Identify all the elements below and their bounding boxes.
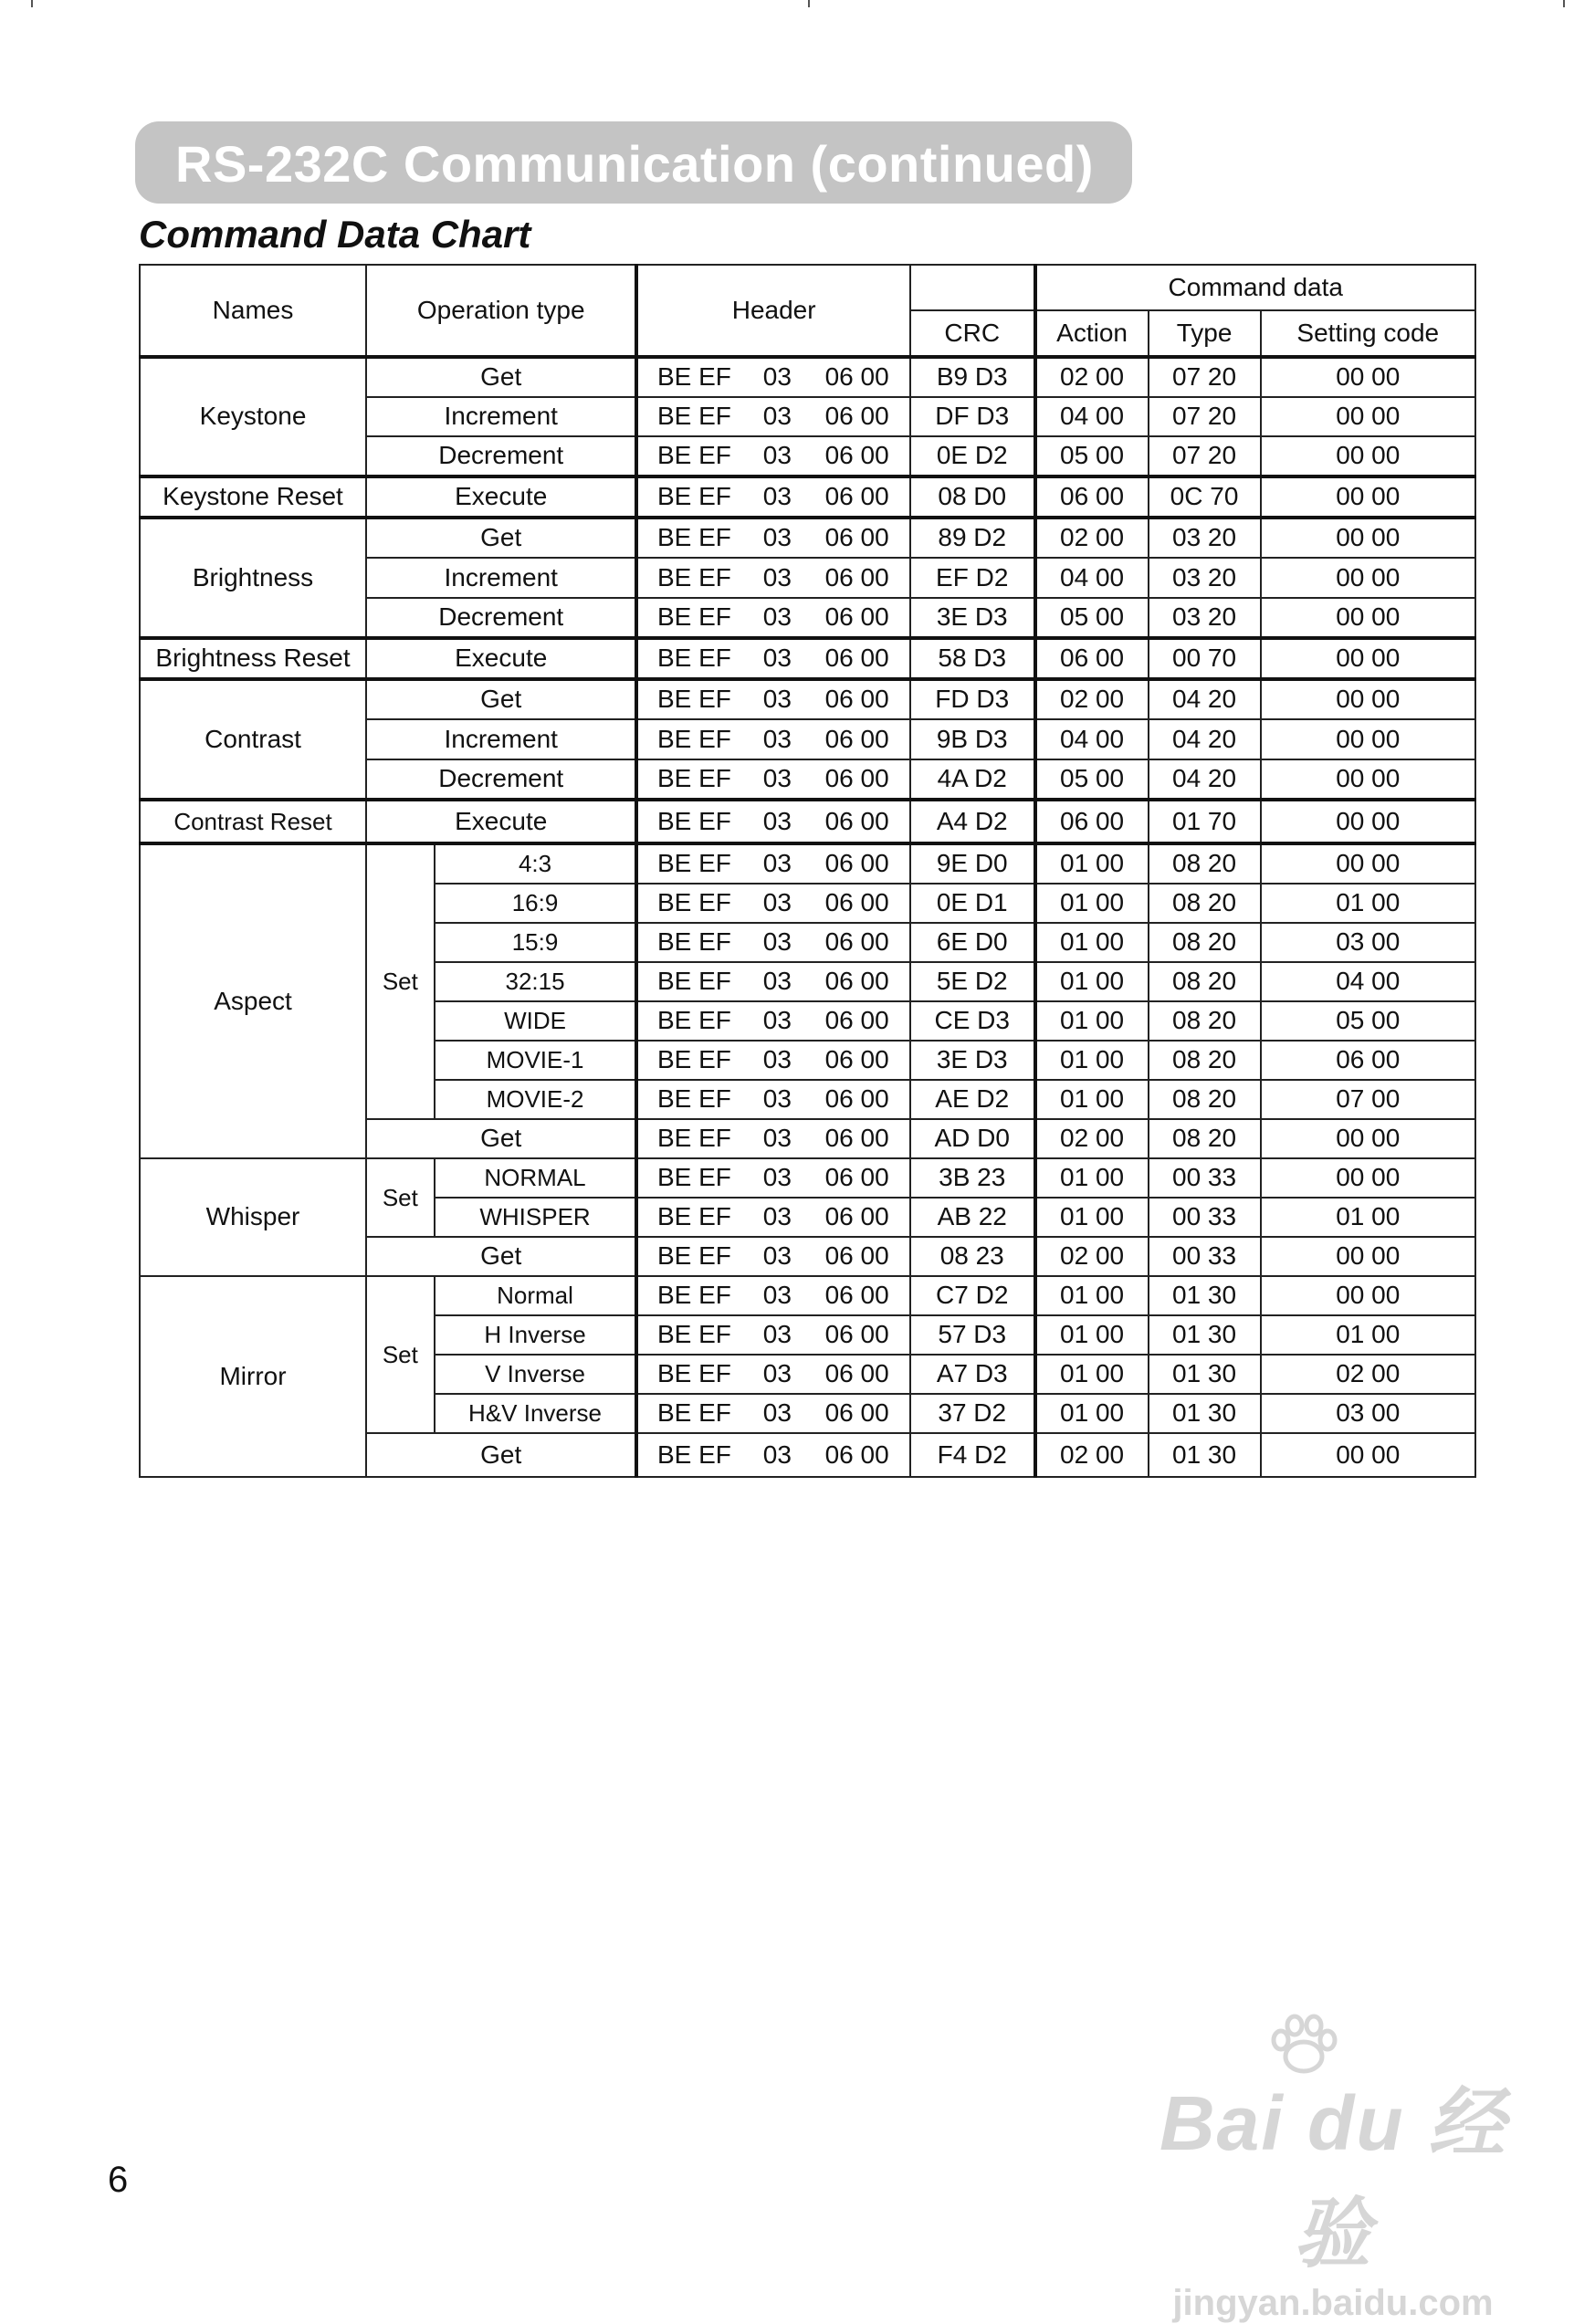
action-value: 05 00 bbox=[1035, 598, 1149, 638]
operation-set: Set bbox=[366, 1158, 435, 1237]
header-byte-3: 06 00 bbox=[804, 1158, 910, 1198]
type-value: 01 30 bbox=[1149, 1433, 1261, 1477]
operation-type: Execute bbox=[366, 638, 636, 679]
header-byte-3: 06 00 bbox=[804, 1355, 910, 1394]
action-value: 01 00 bbox=[1035, 1394, 1149, 1433]
operation-option: V Inverse bbox=[435, 1355, 637, 1394]
action-value: 02 00 bbox=[1035, 1433, 1149, 1477]
action-value: 04 00 bbox=[1035, 719, 1149, 759]
operation-option: H Inverse bbox=[435, 1315, 637, 1355]
crc-value: 9B D3 bbox=[910, 719, 1035, 759]
action-value: 02 00 bbox=[1035, 1119, 1149, 1158]
header-byte-1: BE EF bbox=[636, 884, 750, 923]
operation-set: Set bbox=[366, 843, 435, 1119]
header-byte-3: 06 00 bbox=[804, 1237, 910, 1276]
header-byte-3: 06 00 bbox=[804, 436, 910, 476]
header-byte-1: BE EF bbox=[636, 558, 750, 598]
type-value: 01 30 bbox=[1149, 1276, 1261, 1315]
crc-value: AD D0 bbox=[910, 1119, 1035, 1158]
action-value: 01 00 bbox=[1035, 923, 1149, 962]
operation-type: Increment bbox=[366, 558, 636, 598]
action-value: 04 00 bbox=[1035, 558, 1149, 598]
crc-value: DF D3 bbox=[910, 397, 1035, 436]
header-byte-2: 03 bbox=[750, 962, 804, 1001]
col-header-header: Header bbox=[636, 265, 910, 357]
operation-type: Execute bbox=[366, 800, 636, 843]
page-title: RS-232C Communication (continued) bbox=[175, 135, 1094, 193]
header-byte-2: 03 bbox=[750, 1276, 804, 1315]
header-byte-1: BE EF bbox=[636, 638, 750, 679]
action-value: 06 00 bbox=[1035, 638, 1149, 679]
type-value: 01 30 bbox=[1149, 1355, 1261, 1394]
action-value: 05 00 bbox=[1035, 436, 1149, 476]
header-byte-2: 03 bbox=[750, 397, 804, 436]
type-value: 07 20 bbox=[1149, 436, 1261, 476]
type-value: 04 20 bbox=[1149, 719, 1261, 759]
header-byte-1: BE EF bbox=[636, 1237, 750, 1276]
setting-code-value: 03 00 bbox=[1261, 923, 1475, 962]
setting-code-value: 04 00 bbox=[1261, 962, 1475, 1001]
header-byte-2: 03 bbox=[750, 1394, 804, 1433]
header-byte-3: 06 00 bbox=[804, 800, 910, 843]
header-byte-1: BE EF bbox=[636, 1001, 750, 1041]
operation-option: MOVIE-1 bbox=[435, 1041, 637, 1080]
header-byte-2: 03 bbox=[750, 719, 804, 759]
crc-value: 4A D2 bbox=[910, 759, 1035, 800]
crc-value: B9 D3 bbox=[910, 357, 1035, 397]
type-value: 08 20 bbox=[1149, 884, 1261, 923]
header-byte-1: BE EF bbox=[636, 923, 750, 962]
header-byte-3: 06 00 bbox=[804, 923, 910, 962]
type-value: 08 20 bbox=[1149, 843, 1261, 884]
type-value: 04 20 bbox=[1149, 679, 1261, 719]
table-row bbox=[140, 843, 1475, 884]
type-value: 00 33 bbox=[1149, 1198, 1261, 1237]
header-byte-2: 03 bbox=[750, 357, 804, 397]
col-header-names: Names bbox=[140, 265, 366, 357]
operation-type: Get bbox=[366, 1237, 636, 1276]
watermark-logo: Bai du 经验 bbox=[1159, 2080, 1506, 2277]
header-byte-1: BE EF bbox=[636, 357, 750, 397]
crc-value: 6E D0 bbox=[910, 923, 1035, 962]
action-value: 01 00 bbox=[1035, 1355, 1149, 1394]
header-byte-1: BE EF bbox=[636, 759, 750, 800]
crc-value: 37 D2 bbox=[910, 1394, 1035, 1433]
operation-option: 16:9 bbox=[435, 884, 637, 923]
setting-code-value: 00 00 bbox=[1261, 800, 1475, 843]
table-row bbox=[140, 800, 1475, 843]
crc-value: 5E D2 bbox=[910, 962, 1035, 1001]
action-value: 06 00 bbox=[1035, 476, 1149, 518]
crop-mark bbox=[1563, 0, 1565, 7]
type-value: 01 30 bbox=[1149, 1315, 1261, 1355]
setting-code-value: 00 00 bbox=[1261, 759, 1475, 800]
operation-set: Set bbox=[366, 1276, 435, 1433]
header-byte-2: 03 bbox=[750, 1355, 804, 1394]
operation-type: Execute bbox=[366, 476, 636, 518]
header-byte-3: 06 00 bbox=[804, 1433, 910, 1477]
header-byte-3: 06 00 bbox=[804, 518, 910, 558]
row-name: Mirror bbox=[140, 1276, 366, 1477]
setting-code-value: 00 00 bbox=[1261, 638, 1475, 679]
header-byte-1: BE EF bbox=[636, 1394, 750, 1433]
col-header-action: Action bbox=[1035, 310, 1149, 357]
type-value: 03 20 bbox=[1149, 558, 1261, 598]
operation-option: 32:15 bbox=[435, 962, 637, 1001]
header-byte-2: 03 bbox=[750, 1237, 804, 1276]
operation-option: 4:3 bbox=[435, 843, 637, 884]
header-byte-3: 06 00 bbox=[804, 558, 910, 598]
header-byte-2: 03 bbox=[750, 800, 804, 843]
setting-code-value: 00 00 bbox=[1261, 476, 1475, 518]
type-value: 00 33 bbox=[1149, 1158, 1261, 1198]
crc-value: EF D2 bbox=[910, 558, 1035, 598]
operation-option: 15:9 bbox=[435, 923, 637, 962]
type-value: 07 20 bbox=[1149, 357, 1261, 397]
header-byte-1: BE EF bbox=[636, 800, 750, 843]
header-byte-3: 06 00 bbox=[804, 1276, 910, 1315]
crc-value: 0E D2 bbox=[910, 436, 1035, 476]
action-value: 01 00 bbox=[1035, 1158, 1149, 1198]
header-byte-2: 03 bbox=[750, 1158, 804, 1198]
action-value: 01 00 bbox=[1035, 1276, 1149, 1315]
table-row bbox=[140, 638, 1475, 679]
table-row bbox=[140, 679, 1475, 719]
header-byte-2: 03 bbox=[750, 1315, 804, 1355]
crc-value: 58 D3 bbox=[910, 638, 1035, 679]
header-byte-3: 06 00 bbox=[804, 679, 910, 719]
type-value: 0C 70 bbox=[1149, 476, 1261, 518]
table-row bbox=[140, 476, 1475, 518]
row-name: Contrast Reset bbox=[140, 800, 366, 843]
row-name: Keystone bbox=[140, 357, 366, 476]
header-byte-2: 03 bbox=[750, 518, 804, 558]
operation-type: Decrement bbox=[366, 436, 636, 476]
header-byte-3: 06 00 bbox=[804, 476, 910, 518]
header-byte-1: BE EF bbox=[636, 1276, 750, 1315]
crc-value: 0E D1 bbox=[910, 884, 1035, 923]
setting-code-value: 00 00 bbox=[1261, 397, 1475, 436]
header-byte-2: 03 bbox=[750, 884, 804, 923]
crc-header-spacer bbox=[910, 265, 1035, 310]
page-number: 6 bbox=[108, 2160, 129, 2200]
header-byte-3: 06 00 bbox=[804, 357, 910, 397]
operation-type: Get bbox=[366, 518, 636, 558]
crc-value: 3E D3 bbox=[910, 1041, 1035, 1080]
header-byte-3: 06 00 bbox=[804, 1394, 910, 1433]
baidu-watermark bbox=[1146, 2022, 1520, 2323]
type-value: 08 20 bbox=[1149, 1080, 1261, 1119]
header-byte-1: BE EF bbox=[636, 1158, 750, 1198]
action-value: 01 00 bbox=[1035, 1198, 1149, 1237]
header-byte-1: BE EF bbox=[636, 679, 750, 719]
action-value: 01 00 bbox=[1035, 843, 1149, 884]
crc-value: A7 D3 bbox=[910, 1355, 1035, 1394]
operation-option: H&V Inverse bbox=[435, 1394, 637, 1433]
setting-code-value: 03 00 bbox=[1261, 1394, 1475, 1433]
setting-code-value: 00 00 bbox=[1261, 518, 1475, 558]
crop-mark bbox=[808, 0, 810, 7]
type-value: 08 20 bbox=[1149, 1041, 1261, 1080]
table-row bbox=[140, 518, 1475, 558]
setting-code-value: 00 00 bbox=[1261, 598, 1475, 638]
header-byte-3: 06 00 bbox=[804, 1315, 910, 1355]
table-row bbox=[140, 1158, 1475, 1198]
header-byte-1: BE EF bbox=[636, 1041, 750, 1080]
col-header-type: Type bbox=[1149, 310, 1261, 357]
header-byte-3: 06 00 bbox=[804, 1080, 910, 1119]
operation-type: Get bbox=[366, 679, 636, 719]
crc-value: AB 22 bbox=[910, 1198, 1035, 1237]
header-byte-2: 03 bbox=[750, 1080, 804, 1119]
header-byte-1: BE EF bbox=[636, 1080, 750, 1119]
col-header-setting-code: Setting code bbox=[1261, 310, 1475, 357]
crc-value: 08 23 bbox=[910, 1237, 1035, 1276]
setting-code-value: 06 00 bbox=[1261, 1041, 1475, 1080]
type-value: 01 70 bbox=[1149, 800, 1261, 843]
header-byte-2: 03 bbox=[750, 598, 804, 638]
header-byte-1: BE EF bbox=[636, 962, 750, 1001]
setting-code-value: 00 00 bbox=[1261, 357, 1475, 397]
setting-code-value: 00 00 bbox=[1261, 436, 1475, 476]
crc-value: 89 D2 bbox=[910, 518, 1035, 558]
crc-value: 57 D3 bbox=[910, 1315, 1035, 1355]
header-byte-1: BE EF bbox=[636, 518, 750, 558]
row-name: Brightness Reset bbox=[140, 638, 366, 679]
row-name: Whisper bbox=[140, 1158, 366, 1276]
header-byte-3: 06 00 bbox=[804, 598, 910, 638]
setting-code-value: 00 00 bbox=[1261, 1119, 1475, 1158]
action-value: 01 00 bbox=[1035, 884, 1149, 923]
crc-value: F4 D2 bbox=[910, 1433, 1035, 1477]
header-byte-3: 06 00 bbox=[804, 962, 910, 1001]
row-name: Aspect bbox=[140, 843, 366, 1158]
setting-code-value: 00 00 bbox=[1261, 1433, 1475, 1477]
header-byte-2: 03 bbox=[750, 558, 804, 598]
header-byte-2: 03 bbox=[750, 1433, 804, 1477]
header-byte-1: BE EF bbox=[636, 1355, 750, 1394]
type-value: 08 20 bbox=[1149, 962, 1261, 1001]
setting-code-value: 02 00 bbox=[1261, 1355, 1475, 1394]
crc-value: FD D3 bbox=[910, 679, 1035, 719]
header-byte-3: 06 00 bbox=[804, 1198, 910, 1237]
row-name: Contrast bbox=[140, 679, 366, 800]
action-value: 02 00 bbox=[1035, 679, 1149, 719]
header-byte-1: BE EF bbox=[636, 1433, 750, 1477]
header-byte-2: 03 bbox=[750, 679, 804, 719]
operation-type: Increment bbox=[366, 397, 636, 436]
header-byte-3: 06 00 bbox=[804, 843, 910, 884]
action-value: 04 00 bbox=[1035, 397, 1149, 436]
row-name: Keystone Reset bbox=[140, 476, 366, 518]
setting-code-value: 00 00 bbox=[1261, 1158, 1475, 1198]
crc-value: 3E D3 bbox=[910, 598, 1035, 638]
setting-code-value: 00 00 bbox=[1261, 719, 1475, 759]
header-byte-2: 03 bbox=[750, 1198, 804, 1237]
header-byte-2: 03 bbox=[750, 759, 804, 800]
header-byte-3: 06 00 bbox=[804, 397, 910, 436]
action-value: 01 00 bbox=[1035, 962, 1149, 1001]
header-byte-1: BE EF bbox=[636, 1315, 750, 1355]
header-byte-2: 03 bbox=[750, 1119, 804, 1158]
watermark-url: jingyan.baidu.com bbox=[1172, 2283, 1494, 2323]
action-value: 01 00 bbox=[1035, 1315, 1149, 1355]
crc-value: CE D3 bbox=[910, 1001, 1035, 1041]
header-byte-2: 03 bbox=[750, 436, 804, 476]
crc-value: AE D2 bbox=[910, 1080, 1035, 1119]
paw-icon bbox=[1263, 2013, 1345, 2077]
setting-code-value: 01 00 bbox=[1261, 1198, 1475, 1237]
type-value: 03 20 bbox=[1149, 598, 1261, 638]
operation-option: WIDE bbox=[435, 1001, 637, 1041]
setting-code-value: 07 00 bbox=[1261, 1080, 1475, 1119]
operation-type: Increment bbox=[366, 719, 636, 759]
action-value: 06 00 bbox=[1035, 800, 1149, 843]
crc-value: C7 D2 bbox=[910, 1276, 1035, 1315]
type-value: 07 20 bbox=[1149, 397, 1261, 436]
header-byte-2: 03 bbox=[750, 1041, 804, 1080]
operation-type: Decrement bbox=[366, 759, 636, 800]
operation-type: Get bbox=[366, 357, 636, 397]
type-value: 08 20 bbox=[1149, 1119, 1261, 1158]
setting-code-value: 05 00 bbox=[1261, 1001, 1475, 1041]
type-value: 00 70 bbox=[1149, 638, 1261, 679]
setting-code-value: 00 00 bbox=[1261, 1276, 1475, 1315]
header-byte-3: 06 00 bbox=[804, 719, 910, 759]
header-byte-1: BE EF bbox=[636, 598, 750, 638]
type-value: 00 33 bbox=[1149, 1237, 1261, 1276]
action-value: 02 00 bbox=[1035, 1237, 1149, 1276]
header-byte-2: 03 bbox=[750, 923, 804, 962]
header-byte-1: BE EF bbox=[636, 843, 750, 884]
setting-code-value: 01 00 bbox=[1261, 1315, 1475, 1355]
operation-type: Get bbox=[366, 1119, 636, 1158]
operation-option: Normal bbox=[435, 1276, 637, 1315]
header-byte-1: BE EF bbox=[636, 1119, 750, 1158]
operation-option: WHISPER bbox=[435, 1198, 637, 1237]
type-value: 01 30 bbox=[1149, 1394, 1261, 1433]
action-value: 01 00 bbox=[1035, 1041, 1149, 1080]
header-byte-2: 03 bbox=[750, 476, 804, 518]
col-header-command-data: Command data bbox=[1035, 265, 1475, 310]
operation-option: NORMAL bbox=[435, 1158, 637, 1198]
type-value: 04 20 bbox=[1149, 759, 1261, 800]
section-title: Command Data Chart bbox=[139, 213, 531, 256]
crc-value: A4 D2 bbox=[910, 800, 1035, 843]
header-byte-3: 06 00 bbox=[804, 1001, 910, 1041]
operation-option: MOVIE-2 bbox=[435, 1080, 637, 1119]
setting-code-value: 00 00 bbox=[1261, 843, 1475, 884]
action-value: 01 00 bbox=[1035, 1080, 1149, 1119]
setting-code-value: 00 00 bbox=[1261, 558, 1475, 598]
operation-type: Decrement bbox=[366, 598, 636, 638]
col-header-crc: CRC bbox=[910, 310, 1035, 357]
row-name: Brightness bbox=[140, 518, 366, 638]
action-value: 02 00 bbox=[1035, 518, 1149, 558]
setting-code-value: 01 00 bbox=[1261, 884, 1475, 923]
header-byte-2: 03 bbox=[750, 843, 804, 884]
header-byte-3: 06 00 bbox=[804, 884, 910, 923]
action-value: 01 00 bbox=[1035, 1001, 1149, 1041]
action-value: 05 00 bbox=[1035, 759, 1149, 800]
table-row bbox=[140, 1276, 1475, 1315]
command-data-table bbox=[139, 264, 1476, 1478]
operation-type: Get bbox=[366, 1433, 636, 1477]
header-byte-1: BE EF bbox=[636, 1198, 750, 1237]
header-byte-3: 06 00 bbox=[804, 759, 910, 800]
type-value: 03 20 bbox=[1149, 518, 1261, 558]
crc-value: 3B 23 bbox=[910, 1158, 1035, 1198]
crc-value: 9E D0 bbox=[910, 843, 1035, 884]
col-header-operation-type: Operation type bbox=[366, 265, 636, 357]
table-row bbox=[140, 357, 1475, 397]
header-byte-3: 06 00 bbox=[804, 1119, 910, 1158]
setting-code-value: 00 00 bbox=[1261, 1237, 1475, 1276]
setting-code-value: 00 00 bbox=[1261, 679, 1475, 719]
title-banner bbox=[135, 121, 1132, 204]
type-value: 08 20 bbox=[1149, 1001, 1261, 1041]
header-byte-2: 03 bbox=[750, 1001, 804, 1041]
header-byte-1: BE EF bbox=[636, 476, 750, 518]
header-byte-3: 06 00 bbox=[804, 1041, 910, 1080]
action-value: 02 00 bbox=[1035, 357, 1149, 397]
crc-value: 08 D0 bbox=[910, 476, 1035, 518]
header-byte-3: 06 00 bbox=[804, 638, 910, 679]
crop-mark bbox=[31, 0, 33, 7]
header-byte-1: BE EF bbox=[636, 397, 750, 436]
type-value: 08 20 bbox=[1149, 923, 1261, 962]
header-byte-1: BE EF bbox=[636, 719, 750, 759]
header-byte-1: BE EF bbox=[636, 436, 750, 476]
header-byte-2: 03 bbox=[750, 638, 804, 679]
